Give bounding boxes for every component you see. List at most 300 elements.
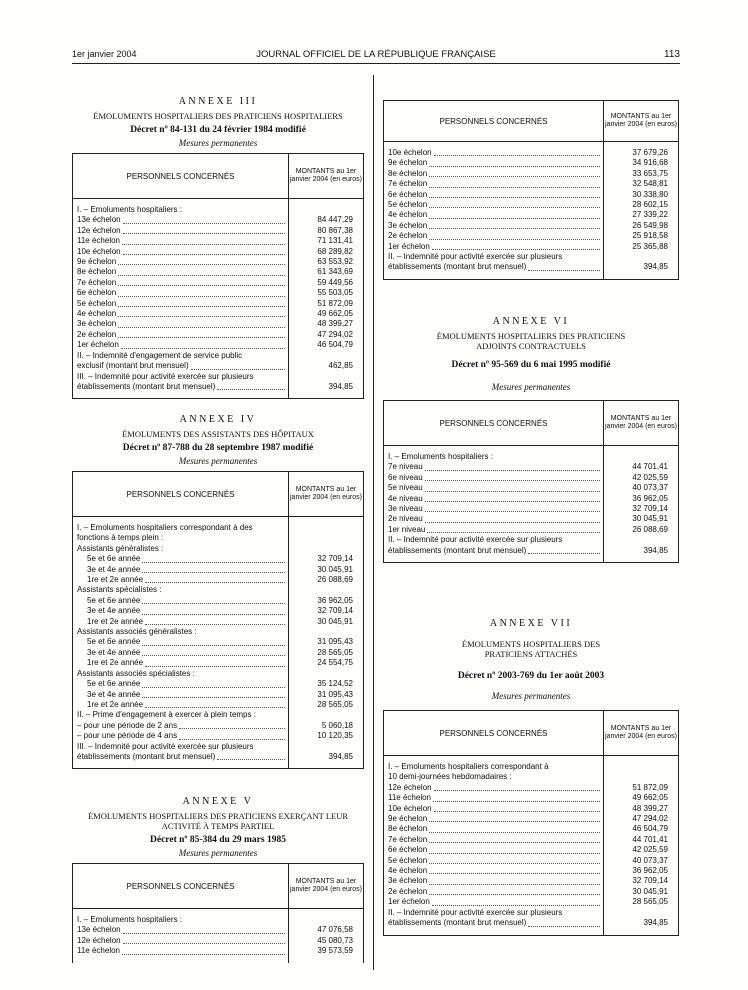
row-amount: [289, 915, 364, 925]
row-label: 4e échelon: [388, 210, 428, 220]
row-label: 9e échelon: [388, 814, 428, 824]
row-amount: [289, 710, 364, 720]
table-row: [384, 845, 679, 855]
row-amount: 34 916,68: [604, 158, 679, 168]
row-label: 1er échelon: [388, 897, 430, 907]
row-amount: 49 662,05: [289, 309, 364, 319]
row-amount: [604, 535, 679, 545]
row-label-cell: [73, 915, 289, 925]
dot-leader: [123, 233, 285, 234]
row-amount: 42 025,59: [604, 845, 679, 855]
col-amount-header: MONTANTS au 1er janvier 2004 (en euros): [289, 472, 364, 517]
col-amount-header: MONTANTS au 1er janvier 2004 (en euros): [289, 864, 364, 909]
row-amount: 28 602,15: [604, 200, 679, 210]
table-row: [73, 617, 364, 627]
dot-leader: [429, 894, 600, 895]
table-row: [73, 658, 364, 668]
column-divider: [373, 75, 374, 970]
table-row: [384, 504, 679, 514]
row-amount: 42 025,59: [604, 473, 679, 483]
table-row: [73, 382, 364, 392]
table-row: [73, 288, 364, 298]
annexe-decree: Décret nº 85-384 du 29 mars 1985: [150, 835, 286, 845]
annexe-title: ANNEXE VII: [489, 618, 573, 629]
row-amount: 80 867,38: [289, 226, 364, 236]
row-label: 9e échelon: [388, 158, 428, 168]
row-label: 1re et 2e année: [87, 575, 144, 585]
table-row: [384, 783, 679, 793]
col-amount-header: MONTANTS au 1er janvier 2004 (en euros): [604, 401, 679, 446]
annexe-4: [72, 414, 364, 769]
row-label-cell: [384, 525, 604, 535]
row-label-cell: [384, 845, 604, 855]
row-label: 10e échelon: [388, 803, 432, 813]
annexe-subtitle: ÉMOLUMENTS HOSPITALIERS DES PRATICIENS ATTACHÉS: [461, 639, 601, 659]
row-amount: 394,85: [604, 918, 679, 928]
row-label-cell: [73, 752, 289, 762]
dot-leader: [118, 296, 285, 297]
row-label: 5e et 6e année: [87, 637, 141, 647]
table-row: [384, 876, 679, 886]
row-amount: [289, 627, 364, 637]
table-row: [384, 546, 679, 556]
table-row: [384, 804, 679, 814]
row-label-cell: [73, 205, 289, 215]
row-amount: 30 045,91: [289, 617, 364, 627]
table-row: [73, 226, 364, 236]
row-spacer: [73, 957, 364, 963]
row-label-cell: [73, 627, 289, 637]
row-label: I. – Emoluments hospitaliers :: [77, 915, 182, 924]
table-row: [73, 544, 364, 554]
row-label: 4e niveau: [388, 493, 423, 503]
row-amount: 394,85: [289, 752, 364, 762]
row-amount: 84 447,29: [289, 215, 364, 225]
row-label: 7e échelon: [388, 179, 428, 189]
salary-table: [383, 400, 679, 563]
dot-leader: [142, 655, 285, 656]
row-label-cell: [384, 908, 604, 918]
row-label-cell: [73, 382, 289, 392]
row-label: III. – Indemnité pour activité exercée sur plusieurs: [77, 371, 254, 381]
salary-table: [72, 471, 364, 769]
dot-leader: [118, 327, 285, 328]
annexe-decree: Décret nº 2003-769 du 1er août 2003: [457, 671, 605, 681]
dot-leader: [429, 187, 600, 188]
row-amount: 28 565,05: [604, 897, 679, 907]
table-row: [73, 278, 364, 288]
table-row: [384, 525, 679, 535]
row-label-cell: [384, 887, 604, 897]
row-amount: [289, 742, 364, 752]
row-amount: 28 565,05: [289, 700, 364, 710]
dot-leader: [429, 176, 600, 177]
dot-leader: [434, 155, 600, 156]
table-row: [384, 762, 679, 772]
row-amount: 30 045,91: [604, 887, 679, 897]
row-label-cell: [73, 731, 289, 741]
row-amount: 30 045,91: [604, 514, 679, 524]
row-amount: 31 095,43: [289, 637, 364, 647]
table-row: [384, 252, 679, 262]
row-label: I. – Emoluments hospitaliers :: [388, 452, 493, 461]
row-label-cell: [73, 544, 289, 554]
dot-leader: [118, 275, 285, 276]
table-row: [73, 340, 364, 350]
dot-leader: [123, 933, 285, 934]
row-label-cell: [384, 824, 604, 834]
row-spacer: [73, 392, 364, 399]
table-row: [73, 627, 364, 637]
annexe-title: ANNEXE V: [182, 796, 254, 807]
row-amount: 49 662,05: [604, 793, 679, 803]
row-amount: 30 338,80: [604, 190, 679, 200]
row-amount: 462,85: [289, 361, 364, 371]
table-row: [384, 169, 679, 179]
row-label: I. – Emoluments hospitaliers correspondant à: [388, 762, 549, 771]
row-label: 1re et 2e année: [87, 699, 144, 709]
dot-leader: [429, 863, 600, 864]
row-amount: [604, 452, 679, 462]
row-label: 12e échelon: [77, 935, 121, 945]
row-label: 1er niveau: [388, 524, 426, 534]
table-row: [73, 533, 364, 543]
row-label-cell: [384, 546, 604, 556]
row-label: Assistants associés spécialistes :: [77, 668, 195, 678]
row-label-cell: [73, 575, 289, 585]
dot-leader: [118, 306, 285, 307]
row-label-cell: [73, 721, 289, 731]
row-label: I. – Emoluments hospitaliers correspondant à des: [77, 523, 253, 532]
row-label: 4e échelon: [77, 309, 117, 319]
table-row: [73, 936, 364, 946]
dot-leader: [434, 790, 600, 791]
row-label: 9e échelon: [77, 257, 117, 267]
dot-leader: [425, 470, 600, 471]
table-row: [384, 148, 679, 158]
table-row: [73, 565, 364, 575]
row-label: établissements (montant brut mensuel): [388, 545, 527, 555]
row-amount: 46 504,79: [604, 824, 679, 834]
row-label-cell: [384, 200, 604, 210]
row-amount: 32 709,14: [289, 554, 364, 564]
row-amount: 36 962,05: [289, 596, 364, 606]
table-row: [73, 690, 364, 700]
row-label-cell: [73, 679, 289, 689]
dot-leader: [429, 873, 600, 874]
annexe-title: ANNEXE VI: [492, 316, 570, 327]
row-label-cell: [73, 215, 289, 225]
header-page-number: 113: [664, 49, 680, 60]
table-row: [73, 710, 364, 720]
row-amount: 25 365,88: [604, 242, 679, 252]
row-label: 4e échelon: [388, 866, 428, 876]
dot-leader: [142, 645, 285, 646]
table-row: [73, 330, 364, 340]
row-label-cell: [73, 372, 289, 382]
row-label-cell: [73, 257, 289, 267]
row-label-cell: [73, 226, 289, 236]
row-amount: 25 918,58: [604, 231, 679, 241]
dot-leader: [434, 811, 600, 812]
col-amount-header: MONTANTS au 1er janvier 2004 (en euros): [604, 101, 679, 142]
dot-leader: [429, 239, 600, 240]
table-row: [384, 897, 679, 907]
dot-leader: [425, 511, 600, 512]
dot-leader: [145, 707, 285, 708]
dot-leader: [425, 522, 600, 523]
row-amount: 32 709,14: [604, 876, 679, 886]
row-label: 8e échelon: [388, 168, 428, 178]
row-label: 1re et 2e année: [87, 616, 144, 626]
dot-leader: [142, 614, 285, 615]
annexe-decree: Décret nº 95-569 du 6 mai 1995 modifié: [451, 360, 611, 370]
row-amount: 40 073,37: [604, 856, 679, 866]
annexe-5-continued: [383, 100, 679, 280]
annexe-subtitle: ÉMOLUMENTS HOSPITALIERS DES PRATICIENS ADJOINTS CONTRACTUELS: [436, 331, 626, 351]
row-amount: 26 088,69: [604, 525, 679, 535]
row-label-cell: [384, 158, 604, 168]
table-row: [73, 731, 364, 741]
annexe-subtitle: ÉMOLUMENTS DES ASSISTANTS DES HÔPITAUX: [122, 429, 314, 439]
row-label-cell: [384, 262, 604, 272]
row-amount: 24 554,75: [289, 658, 364, 668]
row-label-cell: [73, 742, 289, 752]
row-label: 7e échelon: [77, 277, 117, 287]
row-amount: [289, 669, 364, 679]
row-label-cell: [73, 299, 289, 309]
row-label: 3e et 4e année: [87, 606, 141, 616]
dot-leader: [122, 954, 285, 955]
table-row: [73, 523, 364, 533]
dot-leader: [118, 285, 285, 286]
row-label-cell: [384, 462, 604, 472]
salary-table: [383, 710, 679, 936]
row-label-cell: [73, 585, 289, 595]
row-label-cell: [384, 494, 604, 504]
row-label-cell: [73, 617, 289, 627]
row-amount: [289, 351, 364, 361]
row-label-cell: [384, 452, 604, 462]
annexe-5: [72, 796, 364, 963]
row-label: 2e échelon: [77, 329, 117, 339]
row-label: 5e niveau: [388, 483, 423, 493]
dot-leader: [429, 197, 600, 198]
row-amount: 47 076,58: [289, 925, 364, 935]
row-amount: [604, 772, 679, 782]
row-label-cell: [73, 236, 289, 246]
row-label: 1re et 2e année: [87, 658, 144, 668]
dot-leader: [429, 228, 600, 229]
dot-leader: [118, 337, 285, 338]
row-label-cell: [384, 190, 604, 200]
row-amount: 26 088,69: [289, 575, 364, 585]
row-label: 5e et 6e année: [87, 595, 141, 605]
row-label: 3e et 4e année: [87, 689, 141, 699]
dot-leader: [429, 884, 600, 885]
row-amount: 32 709,14: [289, 606, 364, 616]
page-header: [72, 49, 680, 63]
row-label-cell: [384, 179, 604, 189]
row-label: exclusif (montant brut mensuel): [77, 361, 189, 371]
row-label: 1er échelon: [77, 340, 119, 350]
row-amount: 26 549,98: [604, 221, 679, 231]
row-amount: [289, 585, 364, 595]
row-amount: [604, 762, 679, 772]
dot-leader: [425, 480, 600, 481]
annexe-subtitle: ÉMOLUMENTS HOSPITALIERS DES PRATICIENS HOSPITALIERS: [93, 111, 343, 121]
annexe-measures: Mesures permanentes: [178, 456, 258, 466]
row-amount: 55 503,05: [289, 288, 364, 298]
row-amount: 36 962,05: [604, 494, 679, 504]
dot-leader: [425, 501, 600, 502]
dot-leader: [179, 739, 285, 740]
row-label: Assistants généralistes :: [77, 543, 164, 553]
row-label: 10e échelon: [388, 148, 432, 157]
row-label: Assistants associés généralistes :: [77, 627, 197, 637]
row-label-cell: [73, 606, 289, 616]
row-label-cell: [73, 533, 289, 543]
table-row: [384, 200, 679, 210]
row-amount: [604, 252, 679, 262]
dot-leader: [432, 249, 600, 250]
dot-leader: [432, 905, 600, 906]
row-label: 1er échelon: [388, 241, 430, 251]
table-row: [384, 793, 679, 803]
row-label-cell: [73, 319, 289, 329]
row-label-cell: [73, 361, 289, 371]
table-row: [384, 866, 679, 876]
dot-leader: [429, 853, 600, 854]
table-row: [384, 210, 679, 220]
table-row: [73, 946, 364, 956]
row-label-cell: [73, 925, 289, 935]
dot-leader: [429, 218, 600, 219]
row-label: 11e échelon: [77, 946, 120, 956]
row-label-cell: [73, 648, 289, 658]
row-spacer: [384, 929, 679, 936]
table-row: [384, 452, 679, 462]
table-row: [73, 606, 364, 616]
row-label: établissements (montant brut mensuel): [77, 381, 216, 391]
row-label-cell: [384, 473, 604, 483]
row-amount: 10 120,35: [289, 731, 364, 741]
header-date: 1er janvier 2004: [72, 49, 137, 59]
row-label-cell: [384, 918, 604, 928]
col-personnel-header: PERSONNELS CONCERNÉS: [73, 472, 289, 517]
row-amount: [289, 523, 364, 533]
table-row: [384, 887, 679, 897]
table-row: [73, 205, 364, 215]
dot-leader: [528, 926, 600, 927]
table-row: [384, 535, 679, 545]
row-label: 5e et 6e année: [87, 679, 141, 689]
col-personnel-header: PERSONNELS CONCERNÉS: [384, 101, 604, 142]
dot-leader: [528, 270, 600, 271]
annexe-3: [72, 96, 364, 399]
row-label-cell: [384, 793, 604, 803]
table-row: [73, 648, 364, 658]
row-label: établissements (montant brut mensuel): [388, 262, 527, 272]
row-label-cell: [384, 504, 604, 514]
row-amount: 51 872,09: [289, 299, 364, 309]
table-row: [384, 772, 679, 782]
table-row: [73, 351, 364, 361]
annexe-title: ANNEXE IV: [179, 414, 257, 425]
dot-leader: [145, 582, 285, 583]
row-amount: 394,85: [604, 546, 679, 556]
row-label-cell: [73, 936, 289, 946]
row-amount: 51 872,09: [604, 783, 679, 793]
row-label: 2e échelon: [388, 886, 428, 896]
dot-leader: [429, 166, 600, 167]
row-label-cell: [73, 247, 289, 257]
row-amount: 40 073,37: [604, 483, 679, 493]
dot-leader: [121, 348, 285, 349]
row-label-cell: [73, 710, 289, 720]
table-row: [384, 483, 679, 493]
row-amount: 71 131,41: [289, 236, 364, 246]
row-label: 6e échelon: [388, 845, 428, 855]
row-amount: 44 701,41: [604, 835, 679, 845]
row-amount: 47 294,02: [604, 814, 679, 824]
row-label-cell: [384, 231, 604, 241]
row-label-cell: [73, 278, 289, 288]
annexe-measures: Mesures permanentes: [178, 848, 258, 858]
dot-leader: [118, 264, 285, 265]
row-label: Assistants spécialistes :: [77, 585, 162, 595]
table-row: [384, 158, 679, 168]
row-amount: [604, 908, 679, 918]
row-label-cell: [73, 565, 289, 575]
dot-leader: [429, 821, 600, 822]
row-label-cell: [384, 514, 604, 524]
row-label: 6e niveau: [388, 472, 423, 482]
row-label: II. – Indemnité pour activité exercée sur plusieurs: [388, 535, 563, 545]
salary-table: [72, 863, 364, 963]
table-row: [384, 462, 679, 472]
col-personnel-header: PERSONNELS CONCERNÉS: [384, 711, 604, 756]
row-label-cell: [73, 309, 289, 319]
row-label: – pour une période de 2 ans: [77, 720, 178, 730]
row-amount: 27 339,22: [604, 210, 679, 220]
row-amount: [289, 533, 364, 543]
row-label: 13e échelon: [77, 215, 121, 225]
row-label-cell: [73, 658, 289, 668]
dot-leader: [191, 369, 285, 370]
table-row: [384, 514, 679, 524]
table-row: [73, 679, 364, 689]
row-label-cell: [73, 330, 289, 340]
row-amount: 61 343,69: [289, 267, 364, 277]
row-label-cell: [384, 856, 604, 866]
row-amount: 48 399,27: [289, 319, 364, 329]
dot-leader: [433, 801, 600, 802]
col-personnel-header: PERSONNELS CONCERNÉS: [384, 401, 604, 446]
row-amount: [289, 372, 364, 382]
dot-leader: [118, 316, 285, 317]
table-row: [384, 835, 679, 845]
row-amount: 32 709,14: [604, 504, 679, 514]
annexe-6: [383, 316, 679, 563]
table-row: [73, 236, 364, 246]
row-label-cell: [73, 690, 289, 700]
table-row: [73, 596, 364, 606]
table-row: [384, 242, 679, 252]
row-label: III. – Indemnité pour activité exercée sur plusieurs: [77, 741, 254, 751]
row-label: 8e échelon: [388, 824, 428, 834]
table-row: [73, 925, 364, 935]
